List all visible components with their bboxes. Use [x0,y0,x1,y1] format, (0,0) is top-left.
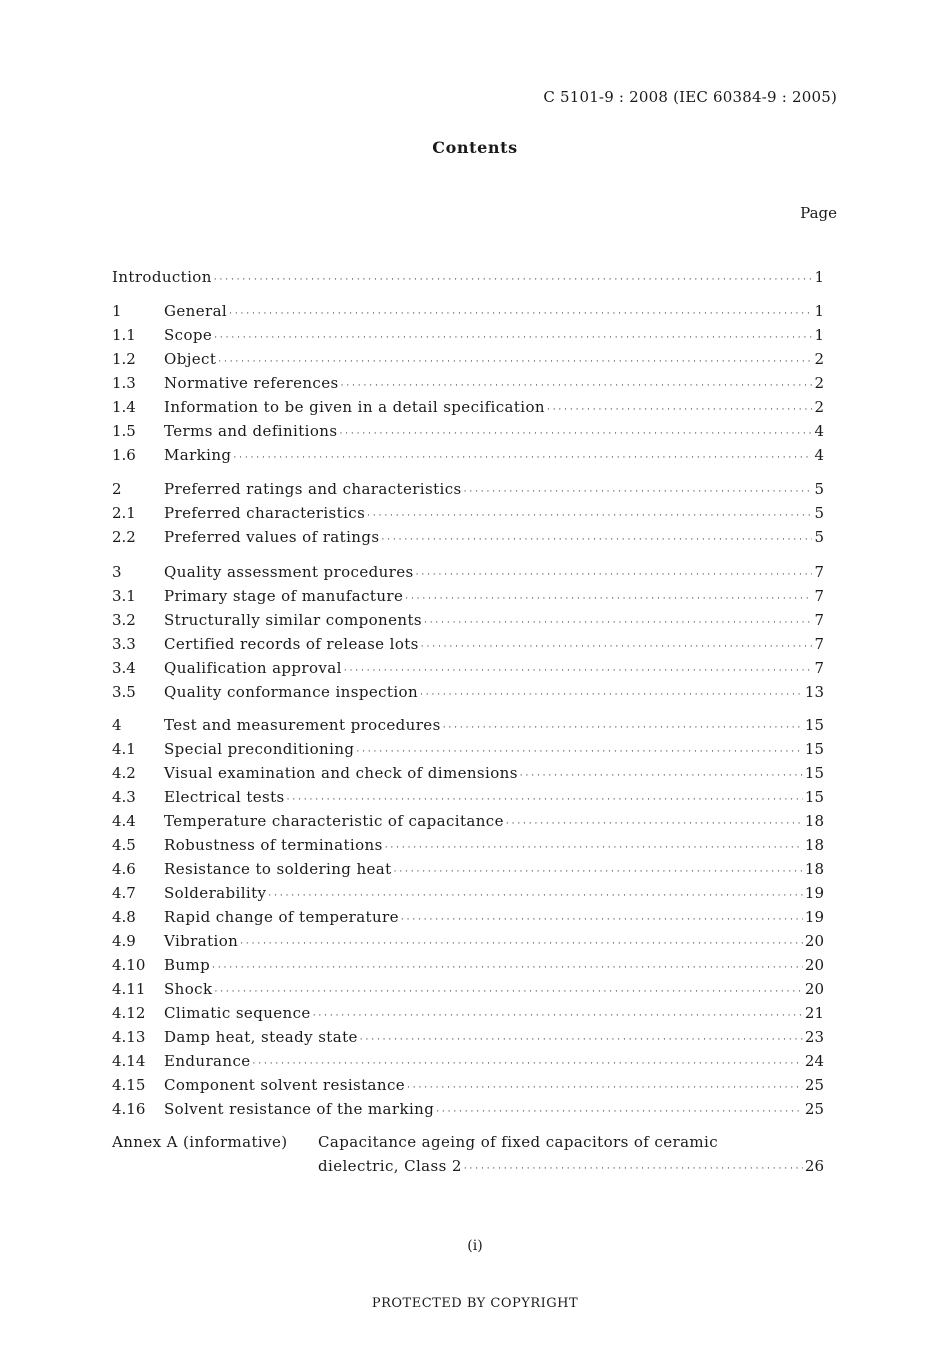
toc-entry[interactable] [112,560,824,584]
leader-dots [443,716,803,740]
toc-group [112,299,824,467]
toc-entry-number: 4.4 [112,812,136,830]
toc-entry-title: Bump [164,956,211,974]
toc-entry-number: 1 [112,302,122,320]
toc-entry-page: 7 [814,587,824,605]
toc-entry[interactable] [112,929,824,953]
toc-entry-page: 15 [804,716,824,734]
leader-dots [229,302,812,326]
toc-entry-number: 2 [112,480,122,498]
leader-dots [506,812,803,836]
toc-entry[interactable] [112,584,824,608]
toc-entry[interactable] [112,501,824,525]
annex-label: Annex A (informative) [112,1133,288,1151]
leader-dots [313,1004,803,1028]
toc-entry-number: 4.10 [112,956,146,974]
toc-entry-title: General [164,302,228,320]
toc-entry-number: 2.2 [112,528,136,546]
toc-entry-page: 18 [804,812,824,830]
toc-entry-title: Special preconditioning [164,740,355,758]
leader-dots [385,836,803,860]
standard-id: C 5101-9 : 2008 (IEC 60384-9 : 2005) [543,88,837,106]
toc-entry-number: 3.4 [112,659,136,677]
toc-entry[interactable] [112,632,824,656]
toc-entry-title: Object [164,350,217,368]
toc-entry-number: 4.7 [112,884,136,902]
toc-entry-page: 7 [814,563,824,581]
toc-entry-number: 3.2 [112,611,136,629]
toc-entry-number: 4.3 [112,788,136,806]
toc-entry-title: Introduction [112,268,212,286]
leader-dots [214,326,812,350]
toc-entry[interactable] [112,809,824,833]
toc-entry-title: Preferred ratings and characteristics [164,480,462,498]
toc-entry-title: Primary stage of manufacture [164,587,404,605]
toc-entry-number: 4.14 [112,1052,146,1070]
toc-group [112,477,824,549]
toc-entry-title: Test and measurement procedures [164,716,441,734]
toc-entry-page: 15 [804,764,824,782]
toc-entry[interactable] [112,1025,824,1049]
toc-entry-page: 7 [814,659,824,677]
toc-entry[interactable] [112,785,824,809]
toc-entry[interactable] [112,1097,824,1121]
copyright-notice: PROTECTED BY COPYRIGHT [371,1296,579,1311]
toc-entry-page: 4 [814,422,824,440]
toc-entry-number: 4.8 [112,908,136,926]
toc-entry-number: 4.12 [112,1004,146,1022]
annex-entry[interactable] [112,1130,824,1178]
toc-entry-page: 25 [804,1100,824,1118]
leader-dots [214,268,813,292]
leader-dots [367,504,812,528]
toc-entry-page: 7 [814,611,824,629]
toc-entry-title: Climatic sequence [164,1004,311,1022]
toc-entry[interactable] [112,299,824,323]
toc-entry[interactable] [112,265,824,289]
leader-dots [381,528,812,552]
toc-entry-number: 3.5 [112,683,136,701]
leader-dots [547,398,812,422]
toc-entry[interactable] [112,347,824,371]
toc-entry-title: Quality conformance inspection [164,683,419,701]
toc-entry-page: 20 [804,980,824,998]
toc-entry-title: Component solvent resistance [164,1076,406,1094]
toc-entry-page: 20 [804,932,824,950]
toc-entry-page: 19 [804,908,824,926]
toc-entry[interactable] [112,761,824,785]
toc-entry-number: 1.2 [112,350,136,368]
toc-entry-number: 4.6 [112,860,136,878]
leader-dots [436,1100,803,1124]
toc-entry-title: Certified records of release lots [164,635,419,653]
toc-entry[interactable] [112,419,824,443]
toc-entry[interactable] [112,1049,824,1073]
leader-dots [464,480,813,504]
toc-entry[interactable] [112,881,824,905]
folio-page-number: (i) [467,1238,483,1254]
toc-entry-title: Electrical tests [164,788,285,806]
toc-entry[interactable] [112,395,824,419]
toc-entry-page: 20 [804,956,824,974]
toc-entry-title: Solvent resistance of the marking [164,1100,435,1118]
toc-entry[interactable] [112,477,824,501]
toc-entry-page: 1 [814,302,824,320]
toc-group [112,713,824,1121]
annex-title-line2: dielectric, Class 2 [318,1157,462,1175]
toc-entry-number: 1.5 [112,422,136,440]
toc-entry-title: Scope [164,326,213,344]
toc-entry-page: 18 [804,836,824,854]
toc-entry-number: 3 [112,563,122,581]
toc-entry-number: 2.1 [112,504,136,522]
toc-entry[interactable] [112,713,824,737]
toc-entry-title: Shock [164,980,213,998]
toc-entry-number: 3.1 [112,587,136,605]
leader-dots [520,764,803,788]
toc-entry[interactable] [112,737,824,761]
toc-entry-title: Robustness of terminations [164,836,383,854]
toc-entry-title: Quality assessment procedures [164,563,414,581]
annex-title-line1: Capacitance ageing of fixed capacitors of ceramic [318,1133,719,1151]
leader-dots [394,860,803,884]
toc-entry-page: 2 [814,350,824,368]
toc-entry-page: 5 [814,480,824,498]
leader-dots [421,635,813,659]
page-column-label: Page [800,204,837,222]
leader-dots [212,956,803,980]
toc-entry-number: 1.4 [112,398,136,416]
toc-entry-title: Normative references [164,374,339,392]
toc-entry-page: 1 [814,268,824,286]
toc-entry-page: 13 [804,683,824,701]
toc-entry-number: 4.13 [112,1028,146,1046]
toc-entry-title: Information to be given in a detail specification [164,398,545,416]
toc-group [112,560,824,704]
leader-dots [339,422,812,446]
toc-entry-page: 23 [804,1028,824,1046]
toc-entry-title: Marking [164,446,232,464]
toc-entry-page: 19 [804,884,824,902]
leader-dots [464,1157,803,1181]
toc-entry-number: 4.16 [112,1100,146,1118]
toc-entry-page: 15 [804,740,824,758]
toc-entry-page: 5 [814,504,824,522]
toc-entry[interactable] [112,1001,824,1025]
toc-entry-number: 3.3 [112,635,136,653]
toc-entry[interactable] [112,977,824,1001]
toc-entry[interactable] [112,905,824,929]
leader-dots [420,683,803,707]
toc-entry[interactable] [112,1073,824,1097]
leader-dots [233,446,812,470]
leader-dots [405,587,812,611]
toc-entry-number: 1.3 [112,374,136,392]
leader-dots [240,932,803,956]
toc-entry-title: Resistance to soldering heat [164,860,392,878]
toc-entry-title: Visual examination and check of dimensions [164,764,518,782]
toc-entry[interactable] [112,833,824,857]
toc-group [112,265,824,289]
toc-entry-number: 4.11 [112,980,146,998]
toc-entry-page: 18 [804,860,824,878]
toc-entry-title: Rapid change of temperature [164,908,399,926]
toc-entry-title: Vibration [164,932,239,950]
toc-entry-title: Structurally similar components [164,611,422,629]
toc-entry-title: Qualification approval [164,659,342,677]
toc-entry-page: 5 [814,528,824,546]
toc-entry[interactable] [112,371,824,395]
toc-entry-page: 1 [814,326,824,344]
leader-dots [360,1028,803,1052]
toc-entry-page: 7 [814,635,824,653]
toc-entry-number: 4 [112,716,122,734]
toc-entry-number: 4.1 [112,740,136,758]
toc-entry-page: 4 [814,446,824,464]
toc-entry-number: 4.9 [112,932,136,950]
toc-entry-title: Solderability [164,884,267,902]
toc-entry[interactable] [112,323,824,347]
toc-entry-title: Preferred characteristics [164,504,366,522]
toc-entry-page: 25 [804,1076,824,1094]
toc-entry-page: 2 [814,398,824,416]
toc-entry-number: 4.2 [112,764,136,782]
toc-entry-title: Endurance [164,1052,251,1070]
toc-entry[interactable] [112,656,824,680]
page-title: Contents [432,138,518,157]
toc-entry-number: 4.15 [112,1076,146,1094]
leader-dots [407,1076,803,1100]
toc-entry-page: 21 [804,1004,824,1022]
toc-entry-number: 1.6 [112,446,136,464]
leader-dots [424,611,812,635]
toc-entry-number: 4.5 [112,836,136,854]
leader-dots [401,908,803,932]
annex-page-number: 26 [804,1157,824,1175]
toc-entry[interactable] [112,680,824,704]
toc-entry-title: Preferred values of ratings [164,528,380,546]
toc-entry[interactable] [112,857,824,881]
toc-entry-title: Temperature characteristic of capacitance [164,812,504,830]
toc-entry-title: Damp heat, steady state [164,1028,358,1046]
toc-entry-page: 2 [814,374,824,392]
toc-entry-page: 15 [804,788,824,806]
toc-entry[interactable] [112,953,824,977]
toc-entry[interactable] [112,525,824,549]
toc-entry[interactable] [112,608,824,632]
toc-entry-number: 1.1 [112,326,136,344]
toc-entry-title: Terms and definitions [164,422,338,440]
toc-entry-page: 24 [804,1052,824,1070]
toc-entry[interactable] [112,443,824,467]
leader-dots [416,563,813,587]
